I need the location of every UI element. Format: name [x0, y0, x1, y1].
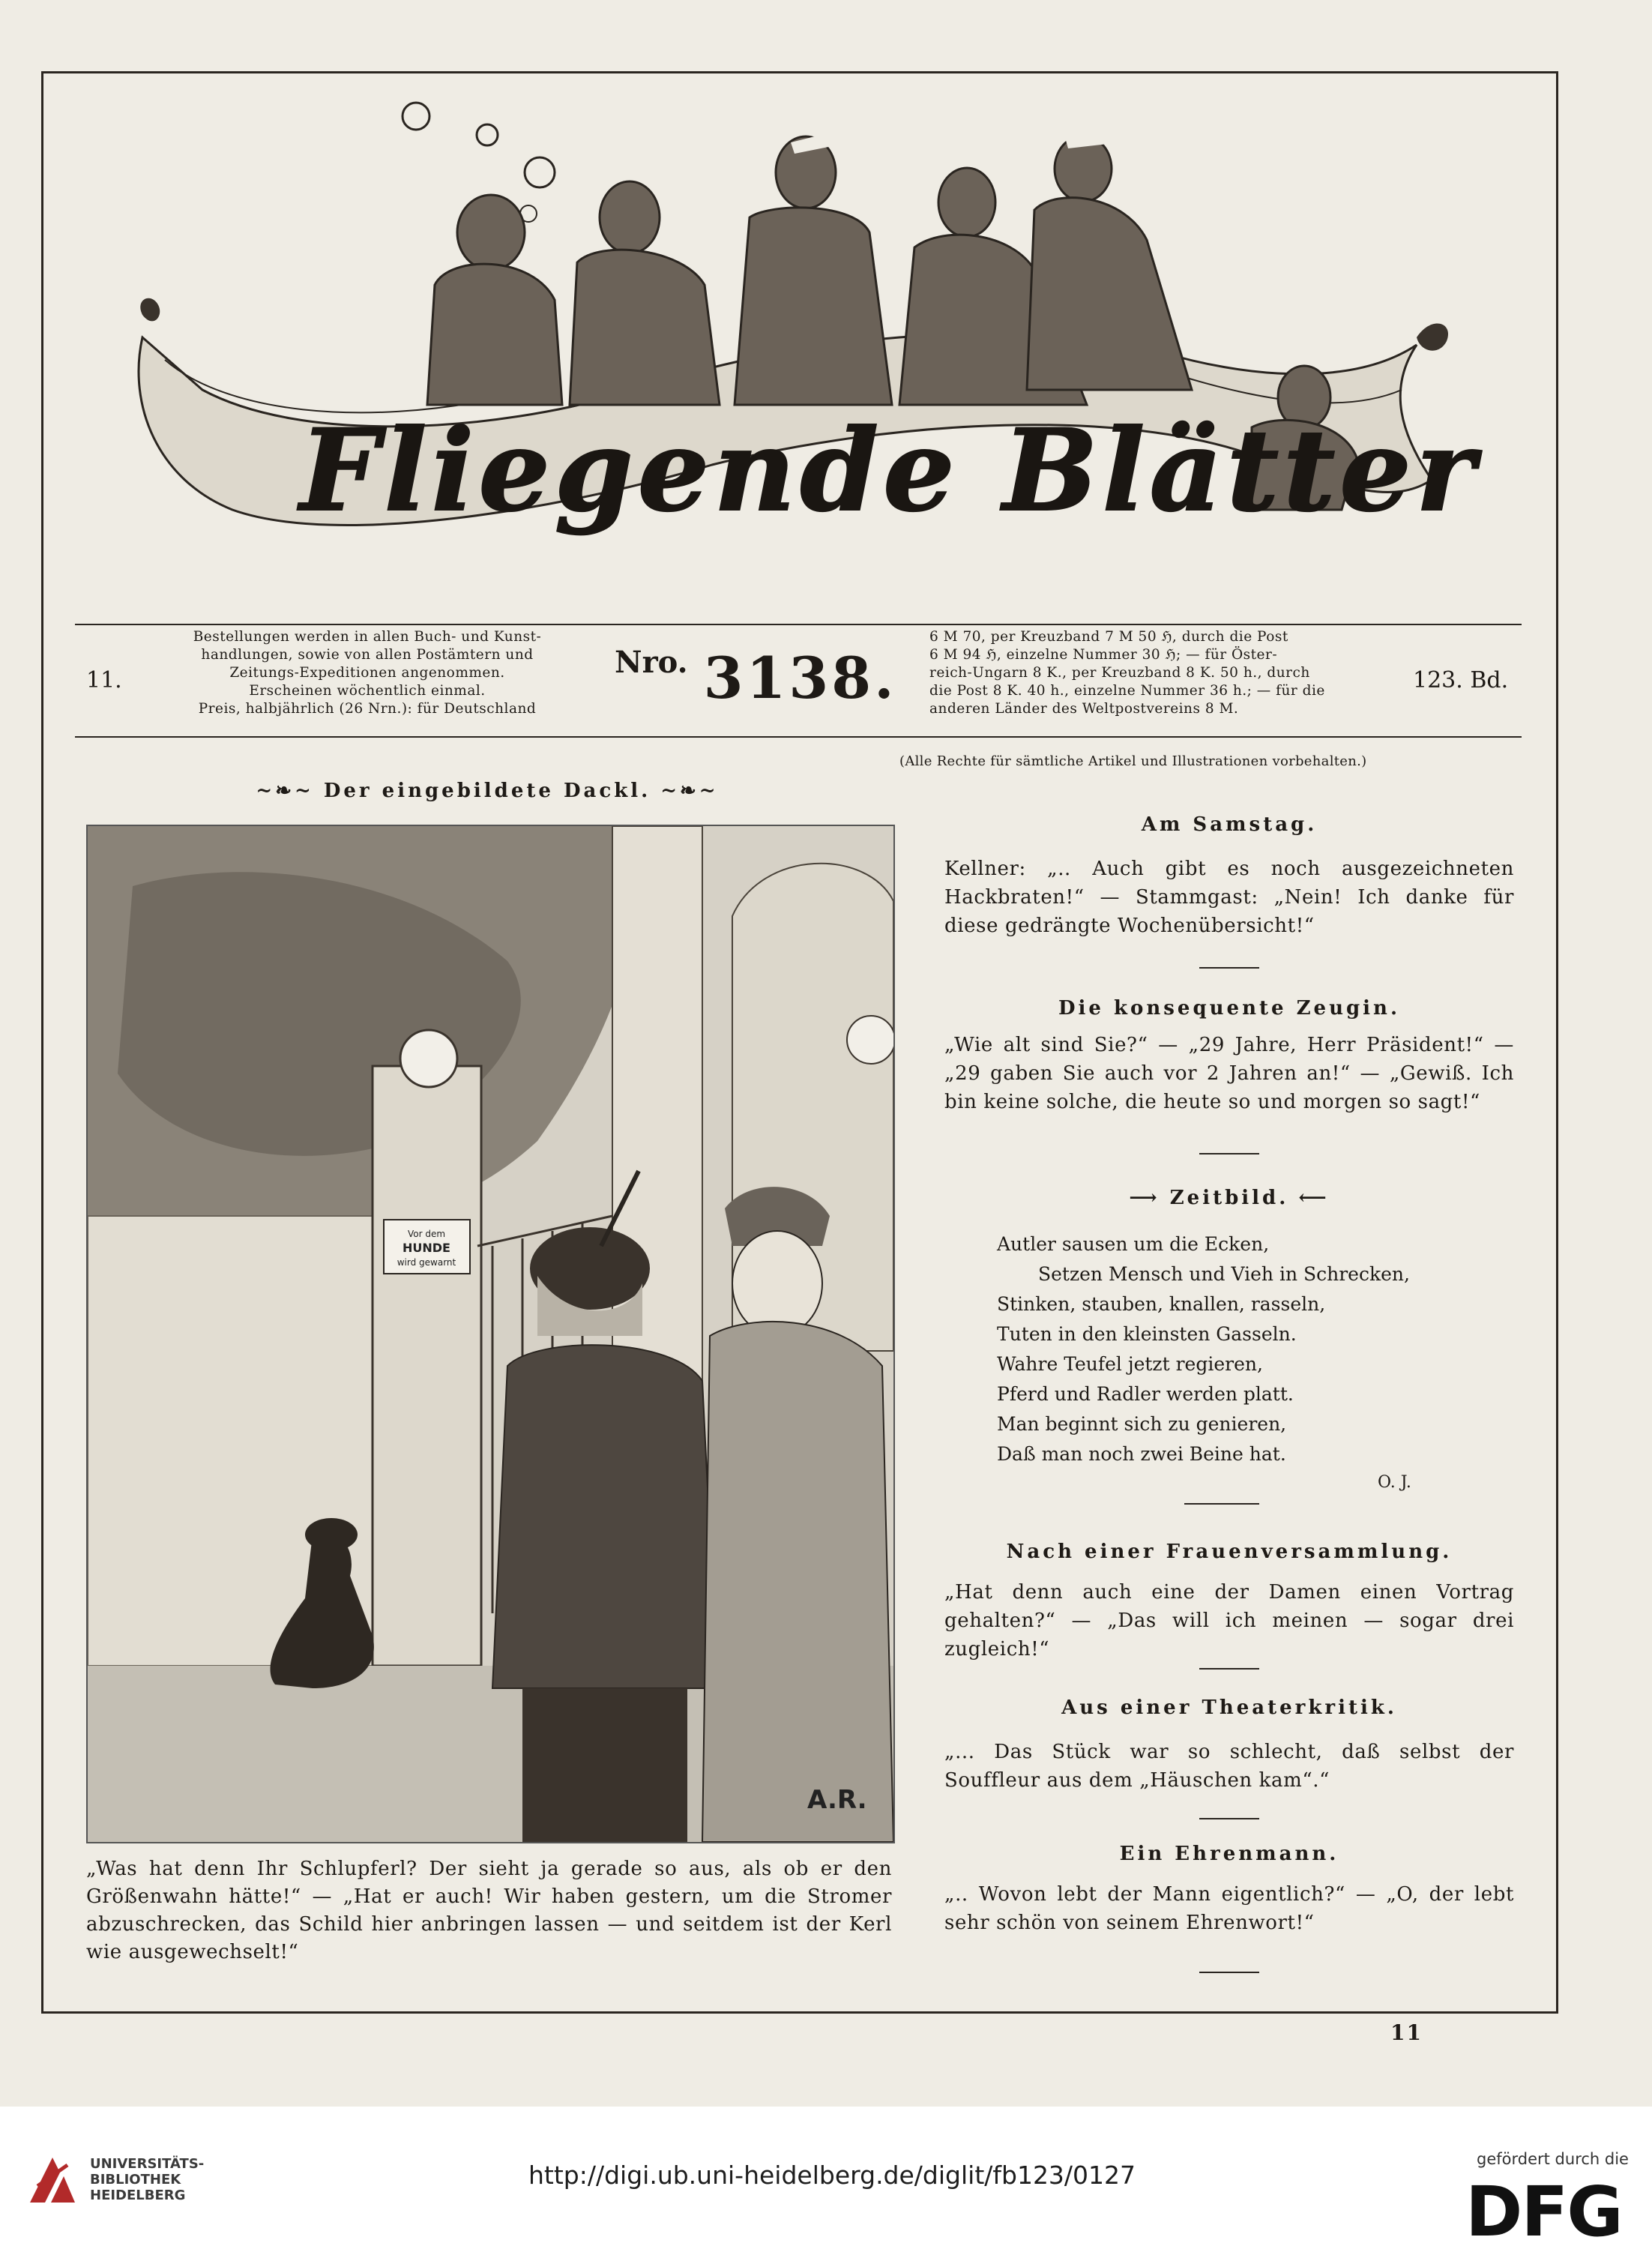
issue-number: 3138. [703, 645, 897, 711]
university-name: UNIVERSITÄTS- BIBLIOTHEK HEIDELBERG [90, 2156, 205, 2203]
divider-1 [1199, 967, 1259, 969]
info-top-rule [75, 624, 1522, 625]
sign-line-2: HUNDE [403, 1241, 450, 1255]
divider-3 [1184, 1503, 1259, 1505]
zeitbild-poem [997, 1229, 1410, 1469]
text-ehrenmann: „.. Wovon lebt der Mann eigentlich?“ — „O, der lebt sehr schön von seinem Ehrenwort!“ [944, 1883, 1514, 1934]
divider-5 [1199, 1818, 1259, 1819]
sign-line-1: Vor dem [407, 1229, 446, 1239]
heading-theaterkritik: Aus einer Theaterkritik. [1061, 1696, 1397, 1719]
heading-zeitbild [944, 1187, 1514, 1209]
poem-line: Tuten in den kleinsten Gasseln. [997, 1323, 1297, 1345]
issue-left-number: 11. [86, 667, 122, 693]
ornament-right: ~❧~ [651, 780, 719, 802]
heading-am-samstag: Am Samstag. [1141, 813, 1318, 836]
poem-line: Stinken, stauben, knallen, rasseln, [997, 1293, 1326, 1315]
source-url-link[interactable]: http://digi.ub.uni-heidelberg.de/diglit/fb123/0127 [528, 2161, 1136, 2190]
divider-6 [1199, 1972, 1259, 1973]
volume-label: 123. Bd. [1413, 667, 1509, 693]
poem-line: Man beginnt sich zu genieren, [997, 1413, 1287, 1435]
university-logo-icon [22, 2150, 82, 2210]
rights-notice: (Alle Rechte für sämtliche Artikel und Illustrationen vorbehalten.) [899, 753, 1367, 769]
ornament-arrow-left: ⟶ [1129, 1187, 1170, 1209]
heading-frauenversammlung: Nach einer Frauenversammlung. [1006, 1541, 1453, 1563]
left-heading [217, 780, 757, 802]
page-number: 11 [1390, 2020, 1423, 2045]
cartoon-caption: „Was hat denn Ihr Schlupferl? Der sieht ja gerade so aus, als ob er den Größenwahn hätte!“ — „Hat er auch! Wir haben gestern, um die Stromer abzuschrecken, das Schild hier anbringen lassen — und seitdem ist der Kerl wie ausgewechselt!“ [86, 1858, 892, 1963]
masthead-title: Fliegende Blätter [300, 405, 1480, 537]
poem-line: Wahre Teufel jetzt regieren, [997, 1353, 1263, 1375]
sign-line-3: wird gewarnt [397, 1257, 456, 1268]
ornament-arrow-right: ⟵ [1288, 1187, 1330, 1209]
issue-number-label: Nro. [615, 645, 688, 680]
divider-4 [1199, 1668, 1259, 1670]
poem-line: Daß man noch zwei Beine hat. [997, 1443, 1286, 1465]
issue-number-block [615, 645, 897, 711]
heading-ehrenmann: Ein Ehrenmann. [1119, 1843, 1339, 1865]
divider-2 [1199, 1153, 1259, 1154]
text-theaterkritik: „... Das Stück war so schlecht, daß selbst der Souffleur aus dem „Häuschen kam“.“ [944, 1741, 1514, 1792]
poem-line: Pferd und Radler werden platt. [997, 1383, 1294, 1405]
artist-signature: A.R. [807, 1785, 867, 1815]
zeitbild-heading-text: Zeitbild. [1169, 1187, 1289, 1209]
poem-line: Setzen Mensch und Vieh in Schrecken, [1038, 1263, 1410, 1285]
info-bottom-rule [75, 736, 1522, 738]
cartoon-illustration [86, 825, 895, 1843]
heading-zeugin: Die konsequente Zeugin. [1058, 997, 1401, 1020]
text-am-samstag: Kellner: „.. Auch gibt es noch ausgezeichneten Hackbraten!“ — Stammgast: „Nein! Ich danke für diese gedrängte Wochenübersicht!“ [944, 858, 1514, 937]
subscription-left: Bestellungen werden in allen Buch- und Kunst- handlungen, sowie von allen Postämtern und Zeitungs-Expeditionen angenommen. Erscheinen wöchentlich einmal. Preis, halbjährlich (26 Nrn.): für Deutschland [193, 629, 542, 717]
text-frauenversammlung: „Hat denn auch eine der Damen einen Vortrag gehalten?“ — „Das will ich meinen — sogar drei zugleich!“ [944, 1581, 1514, 1661]
poem-line: Autler sausen um die Ecken, [997, 1233, 1270, 1255]
left-heading-text: Der eingebildete Dackl. [323, 780, 651, 802]
ornament-left: ~❧~ [256, 780, 324, 802]
cartoon-drawing [88, 826, 893, 1842]
text-zeugin: „Wie alt sind Sie?“ — „29 Jahre, Herr Präsident!“ — „29 gaben Sie auch vor 2 Jahren an!“ — „Gewiß. Ich bin keine solche, die heute so und morgen so sagt!“ [944, 1034, 1514, 1113]
funding-label: gefördert durch die [1477, 2150, 1629, 2168]
dfg-logo: DFG [1465, 2172, 1622, 2252]
poem-author: O. J. [1378, 1473, 1411, 1492]
subscription-right: 6 M 70, per Kreuzband 7 M 50 ℌ, durch die Post 6 M 94 ℌ, einzelne Nummer 30 ℌ; — für Öster- reich-Ungarn 8 K., per Kreuzband 8 K. 50 h., durch die Post 8 K. 40 h., einzelne Nummer 36 h.; — für die anderen Länder des Weltpostvereins 8 M. [929, 629, 1325, 717]
